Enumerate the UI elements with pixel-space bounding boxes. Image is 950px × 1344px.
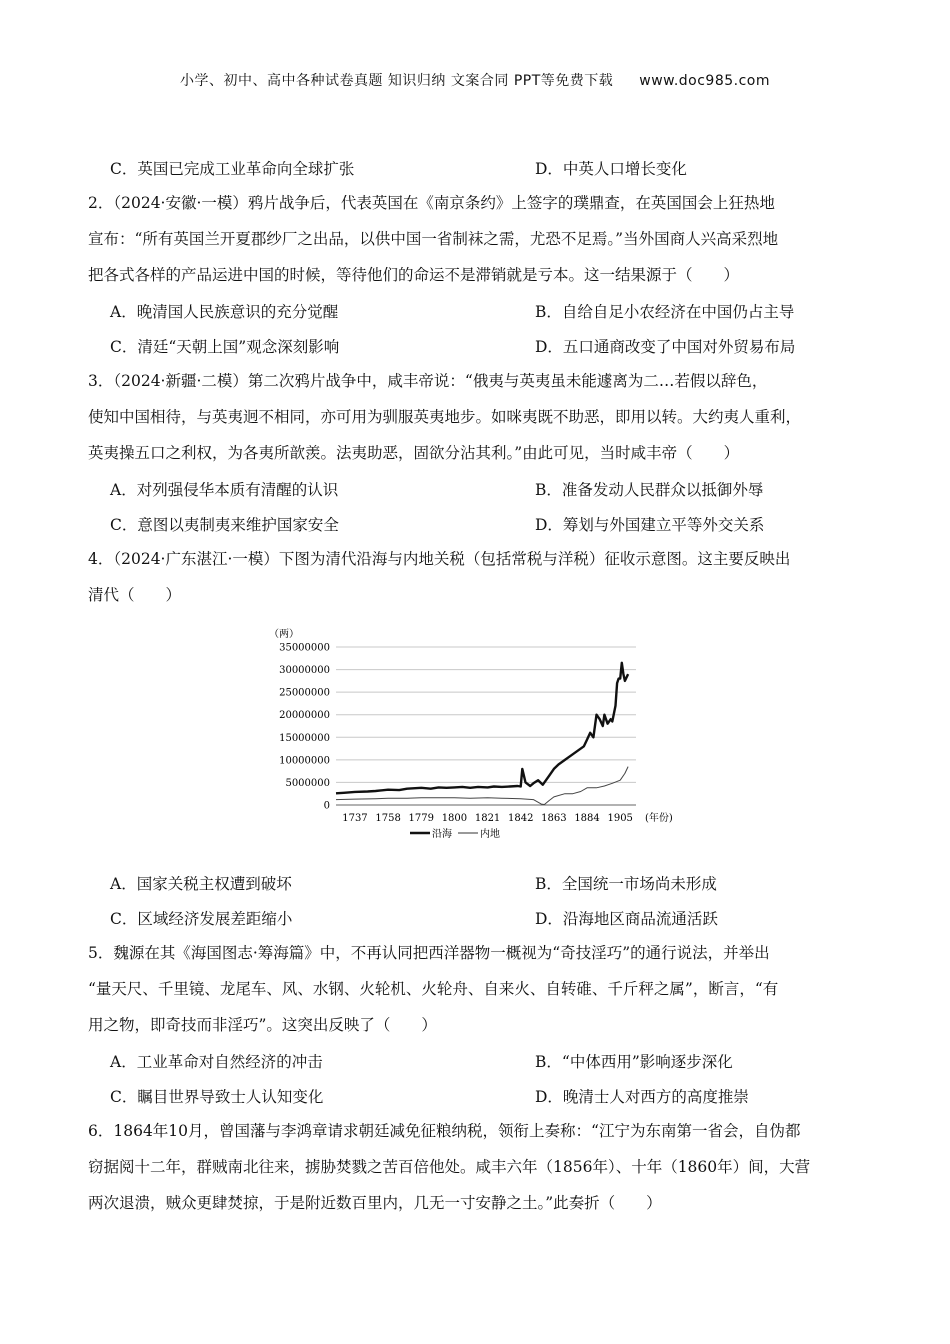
x-tick-label: 1905 [607, 813, 633, 824]
q4-options-row1 [88, 865, 868, 900]
x-tick-label: 1800 [441, 813, 468, 824]
question-3 [88, 363, 868, 541]
x-tick-label: 1737 [342, 813, 368, 824]
legend-label-coastal: 沿海 [432, 829, 452, 840]
q3-option-d[interactable]: D．筹划与外国建立平等外交关系 [535, 515, 765, 534]
chart-legend [410, 827, 500, 840]
chart-gridlines [336, 647, 636, 805]
q4-option-c[interactable]: C．区域经济发展差距缩小 [110, 909, 293, 928]
exam-content [88, 150, 868, 1221]
y-tick-label: 0 [323, 800, 330, 812]
question-4 [88, 541, 868, 935]
q5-option-d[interactable]: D．晚清士人对西方的高度推崇 [535, 1087, 749, 1106]
question-text-line: 2．（2024·安徽·一模）鸦片战争后，代表英国在《南京条约》上签字的璞鼎查，在英国国会上狂热地 [88, 194, 775, 212]
question-text-line: 英夷操五口之利权，为各夷所歆羡。法夷助恶，固欲分沾其利。”由此可见，当时咸丰帝（ ） [88, 444, 740, 462]
question-text-line: 窃据阅十二年，群贼南北往来，掳胁焚戮之苦百倍他处。咸丰六年（1856年）、十年（1860年）间，大营 [88, 1158, 811, 1176]
x-axis-unit-label: (年份) [645, 813, 673, 824]
x-tick-label: 1779 [408, 813, 434, 824]
y-tick-label: 35000000 [279, 642, 330, 654]
header-text: 小学、初中、高中各种试卷真题 知识归纳 文案合同 PPT等免费下载 [179, 73, 614, 89]
q3-option-c[interactable]: C．意图以夷制夷来维护国家安全 [110, 515, 339, 534]
y-axis-ticks [279, 643, 330, 812]
question-text-line: “量天尺、千里镜、龙尾车、风、水钢、火轮机、火轮舟、自来火、自转碓、千斤秤之属”，断言，“有 [88, 980, 779, 998]
question-text-line: 3．（2024·新疆·二模）第二次鸦片战争中，咸丰帝说：“俄夷与英夷虽未能遽离为二…若假以辞色， [88, 372, 768, 390]
y-tick-label: 20000000 [279, 710, 330, 722]
q2-option-a[interactable]: A．晚清国人民族意识的充分觉醒 [110, 302, 339, 321]
q4-option-d[interactable]: D．沿海地区商品流通活跃 [535, 909, 718, 928]
q5-options-row2 [88, 1078, 868, 1113]
question-6 [88, 1113, 868, 1221]
question-text-line: 把各式各样的产品运进中国的时候，等待他们的命运不是滞销就是亏本。这一结果源于（ ） [88, 266, 740, 284]
x-tick-label: 1884 [574, 813, 600, 824]
y-tick-label: 10000000 [279, 755, 330, 767]
q2-option-b[interactable]: B．自给自足小农经济在中国仍占主导 [535, 302, 795, 321]
q1-option-c[interactable]: C．英国已完成工业革命向全球扩张 [110, 159, 355, 178]
question-2 [88, 185, 868, 363]
question-text-line: 5．魏源在其《海国图志·筹海篇》中，不再认同把西洋器物一概视为“奇技淫巧”的通行说法，并举出 [88, 944, 770, 962]
tariff-chart [88, 617, 868, 865]
series-line-coastal [336, 663, 628, 794]
q5-option-b[interactable]: B．“中体西用”影响逐步深化 [535, 1052, 733, 1071]
q3-options-row2 [88, 506, 868, 541]
y-tick-label: 25000000 [279, 687, 330, 699]
q3-options-row1 [88, 471, 868, 506]
q2-options-row1 [88, 293, 868, 328]
y-tick-label: 5000000 [285, 777, 330, 789]
question-5 [88, 935, 868, 1113]
q5-option-c[interactable]: C．瞩目世界导致士人认知变化 [110, 1087, 324, 1106]
q4-option-b[interactable]: B．全国统一市场尚未形成 [535, 874, 717, 893]
q2-option-c[interactable]: C．清廷“天朝上国”观念深刻影响 [110, 337, 340, 356]
q2-options-row2 [88, 328, 868, 363]
q4-options-row2 [88, 900, 868, 935]
y-tick-label: 30000000 [279, 665, 330, 677]
chart-series [336, 663, 628, 805]
q4-option-a[interactable]: A．国家关税主权遭到破坏 [110, 874, 292, 893]
question-text-line: 使知中国相待，与英夷迥不相同，亦可用为驯服英夷地步。如咪夷既不助恶，即用以转。大约夷人重利， [88, 408, 802, 426]
question-text-line: 清代（ ） [88, 586, 182, 604]
question-text-line: 6．1864年10月，曾国藩与李鸿章请求朝廷减免征粮纳税，领衔上奏称：“江宁为东南第一省会，自伪都 [88, 1122, 801, 1140]
x-tick-label: 1842 [508, 813, 534, 824]
page-header [0, 70, 950, 90]
q1-options [88, 150, 868, 185]
series-line-inland [336, 767, 628, 805]
x-tick-label: 1821 [474, 813, 501, 824]
question-text-line: 4．（2024·广东湛江·一模）下图为清代沿海与内地关税（包括常税与洋税）征收示意图。这主要反映出 [88, 550, 791, 568]
x-tick-label: 1758 [375, 813, 401, 824]
q2-option-d[interactable]: D．五口通商改变了中国对外贸易布局 [535, 337, 796, 356]
y-tick-label: 15000000 [279, 732, 330, 744]
header-site-link[interactable]: www.doc985.com [639, 73, 771, 89]
q5-options-row1 [88, 1043, 868, 1078]
question-text-line: 两次退溃，贼众更肆焚掠，于是附近数百里内，几无一寸安静之土。”此奏折（ ） [88, 1194, 662, 1212]
tariff-line-chart [266, 627, 673, 852]
legend-label-inland: 内地 [480, 829, 500, 840]
x-axis-ticks [342, 813, 633, 824]
q5-option-a[interactable]: A．工业革命对自然经济的冲击 [110, 1052, 323, 1071]
q1-option-d[interactable]: D．中英人口增长变化 [535, 159, 687, 178]
y-axis-unit-label: （两） [269, 629, 299, 640]
question-text-line: 用之物，即奇技而非淫巧”。这突出反映了（ ） [88, 1016, 437, 1034]
question-text-line: 宣布：“所有英国兰开夏郡纱厂之出品，以供中国一省制袜之需，尤恐不足焉。”当外国商人兴高采烈地 [88, 230, 779, 248]
q3-option-a[interactable]: A．对列强侵华本质有清醒的认识 [110, 480, 339, 499]
q3-option-b[interactable]: B．准备发动人民群众以抵御外辱 [535, 480, 764, 499]
x-tick-label: 1863 [541, 813, 567, 824]
